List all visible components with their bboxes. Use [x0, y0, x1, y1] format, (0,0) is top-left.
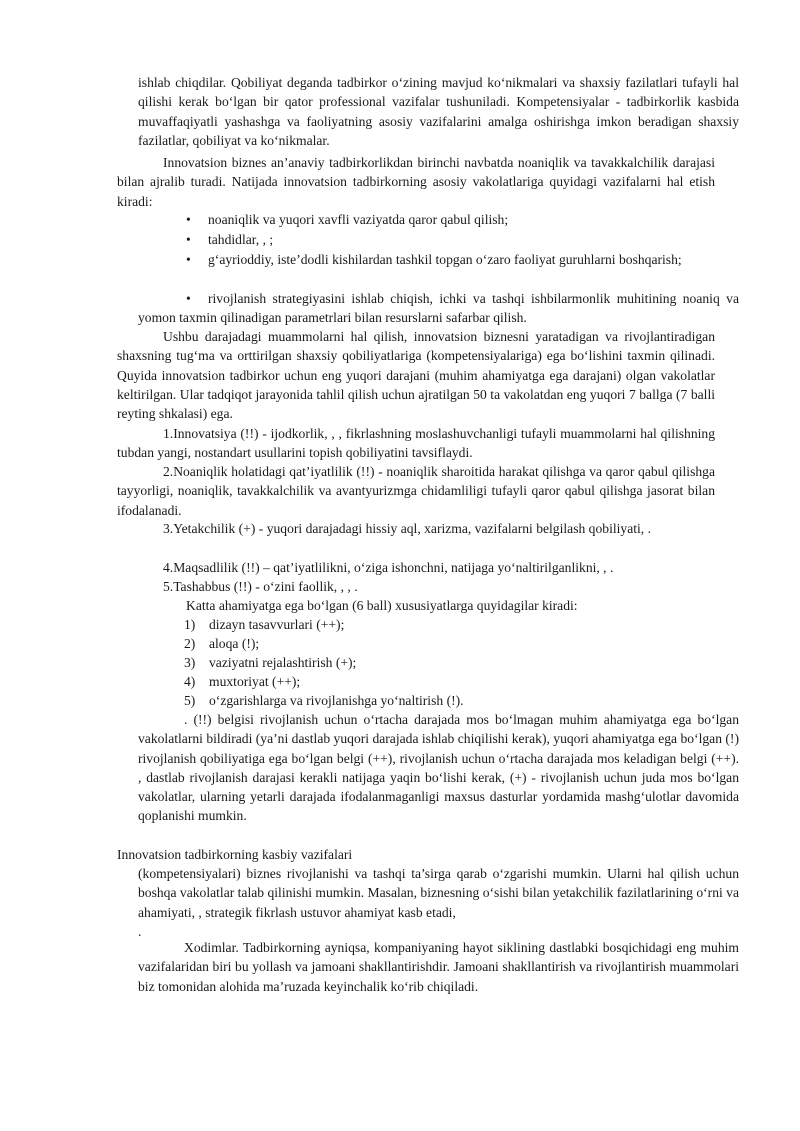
- paragraph-innovative-business: Innovatsion biznes an’anaviy tadbirkorlikdan birinchi navbatda noaniqlik va tavakkalchilik darajasi bilan ajralib turadi. Natijada innovatsion tadbirkorning asosiy vakolatlariga quyidagi vazifalarni hal etish kiradi:: [117, 155, 715, 209]
- bullet-symbol: •: [186, 291, 191, 306]
- list-number: 1): [184, 617, 196, 632]
- competency-item-2: 2.Noaniqlik holatidagi qat’iyatlilik (!!) - noaniqlik sharoitida harakat qilishga va qaror qabul qilishga tayyorligi, noaniqlik, tavakkalchilik va avantyurizmga chidamliligi tufayli qaror qabul qilishga jasorat bilan ifodalanadi.: [117, 464, 715, 518]
- bullet-item-3: g‘ayrioddiy, iste’dodli kishilardan tashkil topgan o‘zaro faoliyat guruhlarni boshqarish;: [208, 252, 682, 267]
- high-importance-intro: Katta ahamiyatga ega bo‘lgan (6 ball) xususiyatlarga quyidagilar kiradi:: [186, 598, 578, 613]
- competency-item-1: 1.Innovatsiya (!!) - ijodkorlik, , , fikrlashning moslashuvchanligi tufayli muammolarni hal qilishning tubdan yangi, nostandart usullarini topish qobiliyatini tavsiflaydi.: [117, 426, 715, 461]
- paragraph-professional-tasks: (kompetensiyalari) biznes rivojlanishi va tashqi ta’sirga qarab o‘zgarishi mumkin. Ularni hal qilish uchun boshqa vakolatlar talab qilinishi mumkin. Masalan, biznesning o‘sishi bilan yetakchilik fazilatlarining o‘rni va ahamiyati, , strategik fikrlash ustuvor ahamiyat kasb etadi,: [138, 866, 740, 920]
- competency-item-3: 3.Yetakchilik (+) - yuqori darajadagi hissiy aql, xarizma, vazifalarni belgilash qobiliyati, .: [163, 521, 651, 536]
- competency-item-5: 5.Tashabbus (!!) - o‘zini faollik, , , .: [163, 579, 358, 594]
- list-item: muxtoriyat (++);: [209, 674, 301, 689]
- list-number: 4): [184, 674, 196, 689]
- list-item: o‘zgarishlarga va rivojlanishga yo‘naltirish (!).: [209, 693, 464, 708]
- paragraph-staff: Xodimlar. Tadbirkorning ayniqsa, kompaniyaning hayot siklining dastlabki bosqichidagi eng muhim vazifalaridan biri bu yollash va jamoani shakllantirishdir. Jamoani shakllantirish va rivojlantirish muammolari biz tomonidan alohida ma’ruzada keyinchalik ko‘rib chiqiladi.: [138, 940, 739, 994]
- list-number: 3): [184, 655, 196, 670]
- bullet-symbol: •: [186, 252, 191, 267]
- list-item: aloqa (!);: [209, 636, 260, 651]
- competency-item-4: 4.Maqsadlilik (!!) – qat’iyatlilikni, o‘ziga ishonchni, natijaga yo‘naltirilganlikni, , .: [163, 560, 614, 575]
- paragraph-competencies: ishlab chiqdilar. Qobiliyat deganda tadbirkor o‘zining mavjud ko‘nikmalari va shaxsiy fazilatlari tufayli hal qilishi kerak bo‘lgan bir qator professional vazifalar tushuniladi. Kompetensiyalar - tadbirkorlik kasbida muvaffaqiyatli yashashga va faoliyatning asosiy vazifalarini amalga oshirishga imkon beradigan shaxsiy fazilatlar, qobiliyat va ko‘nikmalar.: [138, 75, 739, 148]
- list-number: 2): [184, 636, 196, 651]
- paragraph-symbol-legend: . (!!) belgisi rivojlanish uchun o‘rtacha darajada mos bo‘lmagan muhim ahamiyatga ega bo‘lgan vakolatlarni bildiradi (ya’ni dastlab yuqori darajada ishlab chiqilishi kerak), yuqori ahamiyatga ega bo‘lgan (!) rivojlanish qobiliyatiga ega bo‘lgan belgi (++), rivojlanish uchun o‘rtacha darajada mos keladigan belgi (++). , dastlab rivojlanish darajasi kerakli natijaga yaqin bo‘lishi kerak, (+) - rivojlanish uchun juda mos bo‘lgan vakolatlar, ularning yetarli darajada ifodalanmaganligi maxsus dasturlar yordamida mashg‘ulotlar davomida qoplanishi mumkin.: [138, 712, 739, 824]
- bullet-item-2: tahdidlar, , ;: [208, 232, 274, 247]
- list-item: vaziyatni rejalashtirish (+);: [209, 655, 357, 670]
- bullet-symbol: •: [186, 212, 191, 227]
- bullet-item-1: noaniqlik va yuqori xavfli vaziyatda qaror qabul qilish;: [208, 212, 509, 227]
- section-heading: Innovatsion tadbirkorning kasbiy vazifalari: [117, 847, 353, 862]
- paragraph-tail: .: [138, 924, 142, 939]
- paragraph-problem-solving: Ushbu darajadagi muammolarni hal qilish, innovatsion biznesni yaratadigan va rivojlantiradigan shaxsning tug‘ma va orttirilgan shaxsiy qobiliyatlariga (kompetensiyalariga) ega bo‘lishini taxmin qilinadi. Quyida innovatsion tadbirkor uchun eng yuqori darajani (muhim ahamiyatga ega darajani) olgan vakolatlar keltirilgan. Ular tadqiqot jarayonida tahlil qilish uchun ajratilgan 50 ta vakolatdan eng yuqori 7 ballga (7 balli reyting shkalasi) ega.: [117, 329, 715, 422]
- list-item: dizayn tasavvurlari (++);: [209, 617, 345, 632]
- bullet-symbol: •: [186, 232, 191, 247]
- list-number: 5): [184, 693, 196, 708]
- bullet-item-4: rivojlanish strategiyasini ishlab chiqish, ichki va tashqi ishbilarmonlik muhitining noaniq va yomon taxmin qilinadigan parametrlari bilan resurslarni safarbar qilish.: [138, 291, 739, 326]
